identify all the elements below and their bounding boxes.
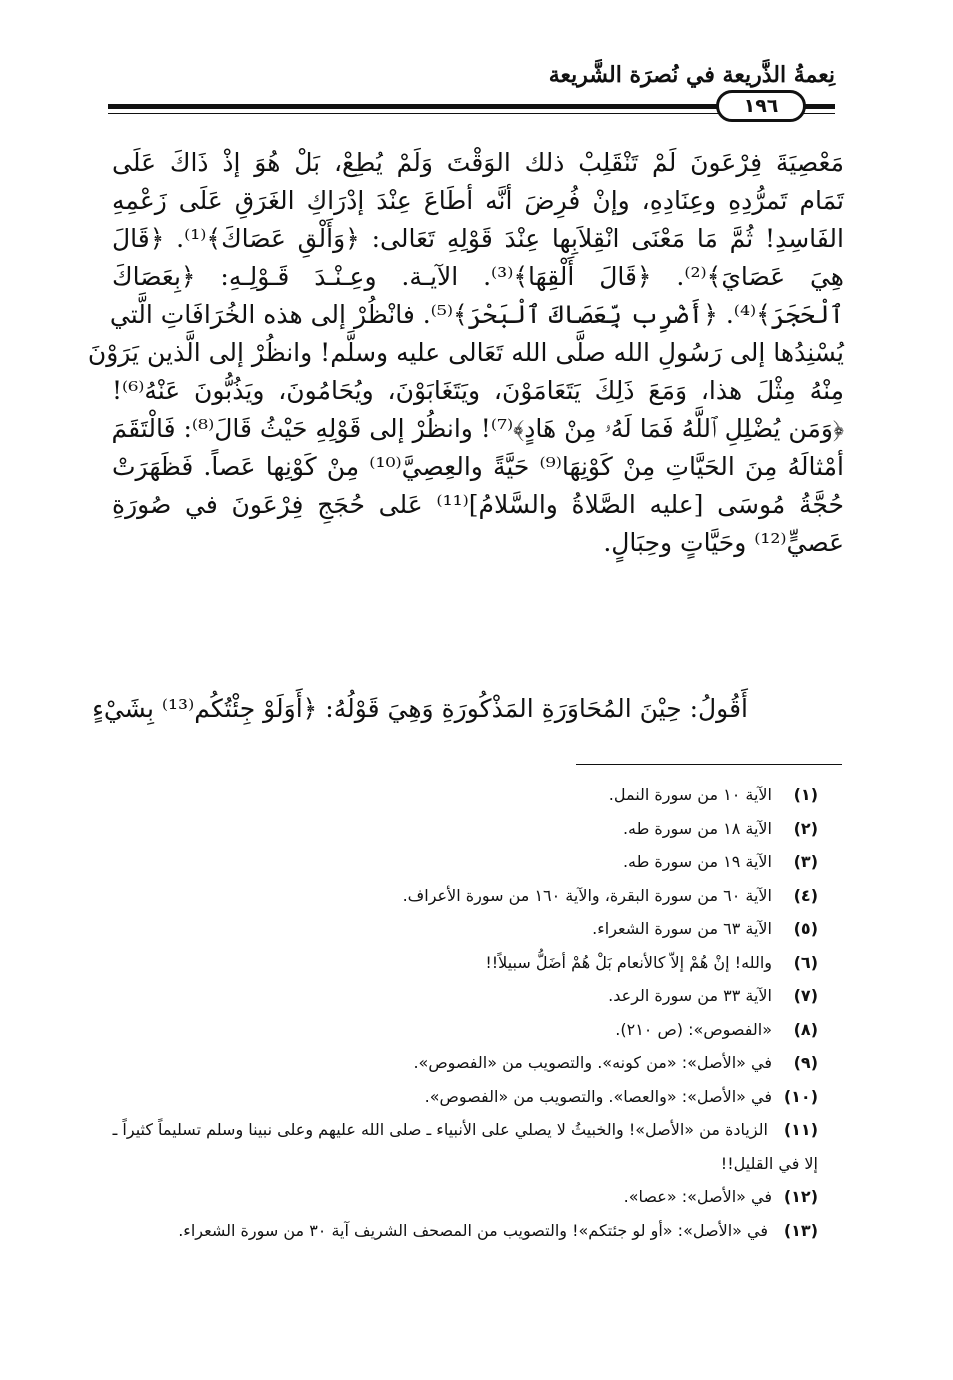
footnote-number: (٧) bbox=[793, 986, 818, 1005]
footnote-text: في «الأصل»: «من كونه». والتصويب من «الفصوص». bbox=[413, 1053, 772, 1072]
paragraph-opening-line: أَقُولُ: حِيْنَ المُحَاوَرَةِ المَذْكُورَةِ وَهِيَ قَوْلُهُ: ﴿أَوَلَوْ جِئْتُكُم⁽¹³⁾ بِشَيْءٍ bbox=[92, 694, 748, 723]
footnote-text: في «الأصل»: «أو لو جئتكم»! والتصويب من المصحف الشريف آية ٣٠ من سورة الشعراء. bbox=[178, 1220, 768, 1240]
footnote-separator bbox=[576, 764, 842, 765]
text-line: حُجَّةُ مُوسَى [عليه الصَّلاةُ والسَّلامُ]⁽¹¹⁾ عَلى حُجَجِ فِرْعَونَ في صُورَةِ bbox=[112, 490, 844, 519]
footnotes bbox=[112, 778, 818, 1247]
text-line: عَصيٍّ⁽¹²⁾ وحَيَّاتٍ وحِبَالٍ. bbox=[603, 528, 844, 557]
footnote-number: (٣) bbox=[793, 852, 818, 871]
footnote-text: الآية ٦٠ من سورة البقرة، والآية ١٦٠ من سورة الأعراف. bbox=[402, 885, 772, 905]
footnote-item bbox=[112, 946, 818, 980]
footnote-text: الآية ٦٣ من سورة الشعراء. bbox=[592, 919, 772, 938]
footnote-number: (٩) bbox=[793, 1053, 818, 1072]
footnote-text: والله! إنْ هُمْ إلاّ كالأنعام بَلْ هُمْ أضَلُّ سبيلاً!! bbox=[485, 952, 772, 972]
footnote-item bbox=[112, 879, 818, 913]
text-line: مَعْصِيَةَ فِرْعَونَ لَمْ تَنْقَلِبْ ذلك الوَقْتَ وَلَمْ يُطِعْ، بَلْ هُوَ إذْ ذَاكَ عَلَى bbox=[112, 148, 844, 177]
text-line: تَمَام تَمرُّدِهِ وعِنَادِهِ، وإنْ فُرِضَ أنَّه أطَاعَ عِنْدَ إدْرَاكِ الغَرَقِ عَلَى زَعْمِهِ bbox=[112, 186, 844, 215]
text-line: مِنْهُ مِثْلَ هذا، وَمَعَ ذَلِكَ يَتَعَامَوْنَ، ويَتَغَابَوْنَ، ويُحَامُونَ، ويَذُبُّونَ عَنْهُ⁽⁶⁾! bbox=[112, 376, 844, 405]
footnote-text: الآية ٣٣ من سورة الرعد. bbox=[608, 986, 772, 1005]
footnote-text: «الفصوص»: (ص ٢١٠). bbox=[615, 1019, 772, 1039]
footnote-text: في «الأصل»: «عصا». bbox=[623, 1187, 772, 1206]
footnote-item bbox=[112, 1080, 818, 1114]
text-line: الفَاسِدِ! ثُمَّ مَا مَعْنَى انْقِلاَبِها عِنْدَ قَوْلِهِ تَعَالى: ﴿وَأَلْقِ عَصَاكَ﴾⁽¹⁾. ﴿قَالَ bbox=[112, 224, 844, 253]
footnote-number: (٤) bbox=[793, 885, 818, 905]
footnote-text: في «الأصل»: «والعصا». والتصويب من «الفصوص». bbox=[424, 1086, 772, 1106]
footnote-number: (١) bbox=[793, 785, 818, 804]
text-line: ٱلْحَجَرَ﴾⁽⁴⁾. ﴿أَضْرِب بِّعَصَاكَ ٱلْبَحْرَ﴾⁽⁵⁾. فانْظُرْ إلى هذه الخُرَافَاتِ الَّتي bbox=[109, 300, 844, 329]
text-line: يُسْنِدُها إلى رَسُولِ الله صلَّى الله تَعَالى عليه وسلَّم! وانظُرْ إلى الَّذين يَرَوْنَ bbox=[87, 338, 844, 367]
footnote-text: الزيادة من «الأصل»! والخبيثُ لا يصلي على الأنبياء ـ صلى الله عليهم وعلى نبينا وسلم تسليماً كثيراً ـ إلا في القليل!! bbox=[112, 1120, 818, 1173]
footnote-item bbox=[112, 1214, 818, 1248]
main-text bbox=[87, 144, 844, 562]
footnote-number: (٦) bbox=[793, 952, 818, 972]
footnote-item bbox=[112, 1046, 818, 1080]
footnote-item bbox=[112, 845, 818, 879]
footnote-number: (١١) bbox=[783, 1120, 818, 1139]
footnote-text: الآية ١٨ من سورة طه. bbox=[622, 818, 772, 838]
footnote-text: الآية ١٩ من سورة طه. bbox=[622, 852, 772, 871]
page-number-badge: ١٩٦ bbox=[716, 90, 806, 122]
footnote-number: (١٢) bbox=[783, 1187, 818, 1206]
footnote-item bbox=[112, 1113, 818, 1180]
text-line: هِيَ عَصَايَ﴾⁽²⁾. ﴿قَالَ أَلْقِهَا﴾⁽³⁾. الآيـة. وعِـنْـدَ قَـوْلِـهِ: ﴿بِعَصَاكَ bbox=[112, 262, 844, 291]
footnote-number: (٨) bbox=[793, 1019, 818, 1039]
text-line: أمْثالَهُ مِنَ الحَيَّاتِ مِنْ كَوْنِهَا⁽⁹⁾ حَيَّةً والعِصِيَّ⁽¹⁰⁾ مِنْ كَوْنِها عَصاً. فَظَهَرَتْ bbox=[112, 452, 844, 481]
footnote-item bbox=[112, 1013, 818, 1047]
footnote-item bbox=[112, 1180, 818, 1214]
footnote-number: (١٣) bbox=[783, 1220, 818, 1240]
footnote-number: (٥) bbox=[793, 919, 818, 938]
footnote-item bbox=[112, 812, 818, 846]
footnote-text: الآية ١٠ من سورة النمل. bbox=[608, 785, 772, 804]
footnote-item bbox=[112, 979, 818, 1013]
running-title: نِعمةُ الذَّريعة في نُصرَة الشَّريعة bbox=[548, 62, 835, 88]
footnote-number: (١٠) bbox=[783, 1086, 818, 1106]
footnote-item bbox=[112, 912, 818, 946]
footnote-number: (٢) bbox=[793, 818, 818, 838]
footnote-item bbox=[112, 778, 818, 812]
text-line: ﴿وَمَن يُضْلِلِ ٱللَّهُ فَمَا لَهُۥ مِنْ هَادٍ﴾⁽⁷⁾! وانظُرْ إلى قَوْلِهِ حَيْثُ قَالَ⁽⁸⁾: فَالْتَقَمَ bbox=[111, 414, 844, 443]
